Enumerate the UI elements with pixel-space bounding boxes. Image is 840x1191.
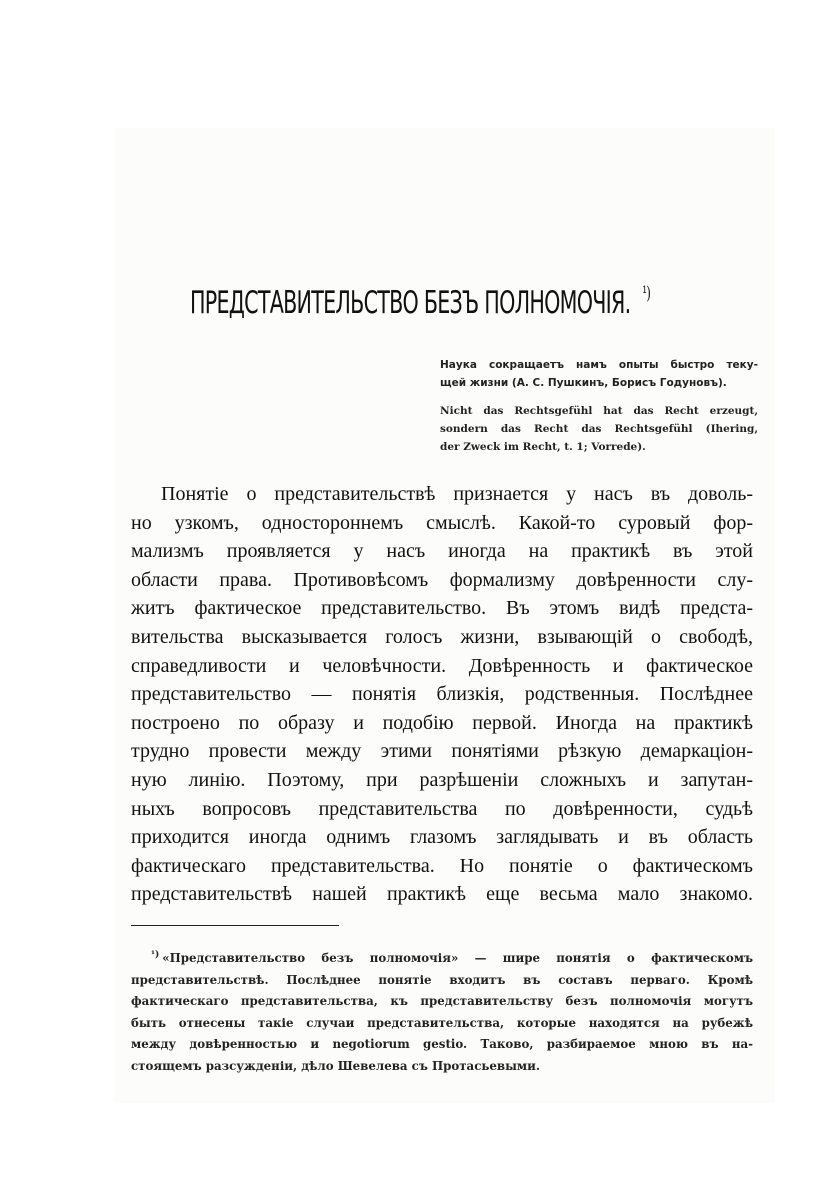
paragraph-line: представительство — понятія близкія, родственныя. Послѣднее: [131, 683, 753, 706]
epigraph-pushkin: [440, 356, 758, 392]
paragraph-line: Понятіе о представительствѣ признается у насъ въ доволь-: [161, 483, 753, 505]
footnote-line: быть отнесены такіе случаи представительства, которые находятся на рубежѣ: [131, 1015, 753, 1030]
paragraph-line: области права. Противовѣсомъ формализму довѣренности слу-: [131, 568, 753, 591]
footnote: [131, 945, 753, 1077]
paragraph-line: фактическаго представительства. Но понятіе о фактическомъ: [131, 854, 753, 877]
paragraph-line: справедливости и человѣчности. Довѣренность и фактическое: [131, 654, 753, 677]
footnote-line: стоящемъ разсужденіи, дѣло Шевелева съ Протасьевыми.: [131, 1058, 541, 1073]
epigraph-ihering: [440, 402, 758, 456]
footnote-line: [131, 945, 753, 970]
title-footnote-ref: ¹): [642, 283, 651, 304]
paragraph-line: ную линію. Поэтому, при разрѣшеніи сложныхъ и запутан-: [131, 768, 753, 791]
epigraph-line: der Zweck im Recht, t. 1; Vorrede).: [440, 441, 646, 453]
footnote-line-text: «Представительство безъ полномочія» — шире понятія о фактическомъ: [162, 951, 753, 965]
paragraph-line: построено по образу и подобію первой. Иногда на практикѣ: [131, 711, 753, 734]
paragraph-line: житъ фактическое представительство. Въ этомъ видѣ предста-: [131, 597, 753, 620]
footnote-divider: [131, 925, 339, 926]
epigraph-line: Nicht das Rechtsgefühl hat das Recht erzeugt,: [440, 405, 758, 417]
title-text: ПРЕДСТАВИТЕЛЬСТВО БЕЗЪ ПОЛНОМОЧІЯ.: [190, 285, 631, 321]
epigraph-line: sondern das Recht das Rechtsgefühl (Ihering,: [440, 423, 758, 435]
footnote-line: представительствѣ. Послѣднее понятіе входитъ въ составъ перваго. Кромѣ: [131, 972, 753, 987]
paragraph-line: мализмъ проявляется у насъ иногда на практикѣ въ этой: [131, 540, 753, 563]
paragraph-line: но узкомъ, одностороннемъ смыслѣ. Какой-то суровый фор-: [131, 511, 753, 534]
paragraph-line: ныхъ вопросовъ представительства по довѣренности, судьѣ: [131, 797, 753, 820]
paragraph-line: трудно провести между этими понятіями рѣзкую демаркаціон-: [131, 740, 753, 763]
paragraph-line: представительствѣ нашей практикѣ еще весьма мало знакомо.: [131, 883, 753, 906]
page-title: [190, 283, 651, 321]
epigraph-line: Наука сокращаетъ намъ опыты быстро теку-: [440, 359, 758, 371]
epigraph-line: щей жизни (А. С. Пушкинъ, Борисъ Годуновъ).: [440, 377, 727, 389]
paragraph-line: приходится иногда однимъ глазомъ заглядывать и въ область: [131, 826, 753, 849]
footnote-marker: ¹): [151, 950, 160, 960]
paragraph-line: вительства высказывается голосъ жизни, взывающій о свободѣ,: [131, 625, 753, 648]
footnote-line: фактическаго представительства, къ представительству безъ полномочія могутъ: [131, 994, 753, 1008]
main-paragraph: [131, 480, 753, 909]
footnote-line: между довѣренностью и negotiorum gestio. Таково, разбираемое мною въ на-: [131, 1037, 753, 1051]
